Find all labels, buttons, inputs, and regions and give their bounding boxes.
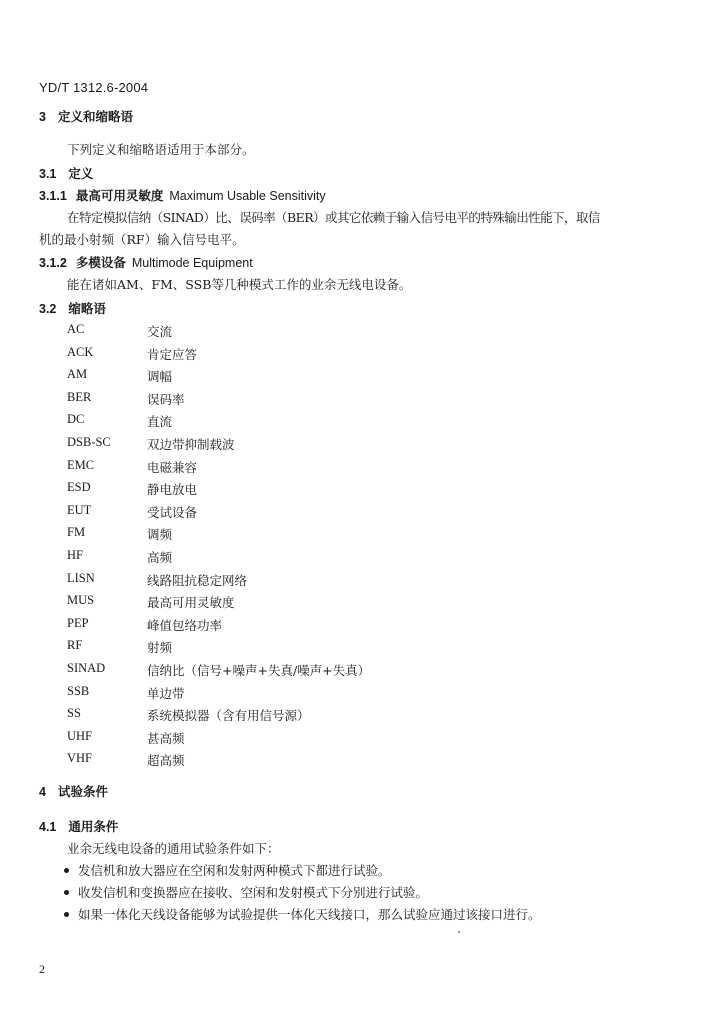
- abbreviation-definition: 射频: [147, 640, 173, 655]
- bullet-text: 如果一体化天线设备能够为试验提供一体化天线接口，那么试验应通过该接口进行。: [78, 907, 541, 922]
- abbreviation-term: ACK: [67, 345, 94, 359]
- scan-speck: [458, 931, 460, 933]
- abbreviation-definition: 系统模拟器（含有用信号源）: [147, 708, 310, 723]
- section-3-1-2-english: Multimode Equipment: [131, 256, 253, 270]
- abbreviation-definition: 直流: [147, 414, 173, 429]
- section-3-heading: [39, 107, 133, 125]
- bullet-dot-icon: [64, 912, 69, 917]
- section-3-intro: 下列定义和缩略语适用于本部分。: [67, 142, 255, 157]
- abbreviation-definition: 调频: [147, 527, 173, 542]
- section-4-1-heading: [39, 817, 118, 835]
- abbreviation-definition: 超高频: [147, 753, 185, 768]
- bullet-text: 收发信机和变换器应在接收、空闲和发射模式下分别进行试验。: [78, 885, 429, 900]
- bullet-dot-icon: [64, 890, 69, 895]
- abbreviation-definition: 受试设备: [147, 505, 198, 520]
- bullet-item-2: [64, 883, 428, 901]
- abbreviation-term: EUT: [67, 503, 92, 517]
- abbreviation-definition: 高频: [147, 550, 173, 565]
- section-3-1-2-number: 3.1.2: [39, 256, 67, 270]
- section-3-1-number: 3.1: [39, 167, 57, 181]
- abbreviation-definition: 误码率: [147, 392, 185, 407]
- abbreviation-definition: 最高可用灵敏度: [147, 595, 235, 610]
- section-4-heading: [39, 782, 108, 800]
- section-4-number: 4: [39, 785, 46, 799]
- abbreviation-term: DC: [67, 412, 85, 426]
- abbreviation-term: DSB-SC: [67, 435, 111, 449]
- abbreviation-term: AC: [67, 322, 85, 336]
- abbreviation-definition: 静电放电: [147, 482, 198, 497]
- abbreviation-definition: 甚高频: [147, 731, 185, 746]
- section-3-1-1-english: Maximum Usable Sensitivity: [169, 189, 326, 203]
- abbreviation-definition: 单边带: [147, 686, 185, 701]
- section-3-1-1-line-2: 机的最小射频（RF）输入信号电平。: [39, 232, 245, 247]
- section-3-2-heading: [39, 299, 106, 317]
- abbreviation-definition: 肯定应答: [147, 347, 198, 362]
- abbreviation-definition: 双边带抑制载波: [147, 437, 235, 452]
- bullet-text: 发信机和放大器应在空闲和发射两种模式下都进行试验。: [78, 863, 391, 878]
- section-3-1-title: 定义: [68, 166, 94, 181]
- abbreviation-definition: 线路阻抗稳定网络: [147, 573, 248, 588]
- abbreviation-term: BER: [67, 390, 92, 404]
- abbreviation-term: SSB: [67, 684, 90, 698]
- section-3-1-1-title: 最高可用灵敏度: [75, 188, 164, 203]
- bullet-dot-icon: [64, 868, 69, 873]
- document-header: YD/T 1312.6-2004: [39, 80, 149, 95]
- section-3-title: 定义和缩略语: [57, 109, 133, 124]
- abbreviation-term: ESD: [67, 480, 91, 494]
- abbreviation-term: EMC: [67, 458, 95, 472]
- section-3-1-heading: [39, 164, 93, 182]
- abbreviation-term: FM: [67, 525, 86, 539]
- abbreviation-term: PEP: [67, 616, 89, 630]
- abbreviation-definition: 峰值包络功率: [147, 618, 223, 633]
- abbreviation-term: SS: [67, 706, 81, 720]
- section-4-1-number: 4.1: [39, 820, 57, 834]
- section-3-1-1-line-1: 在特定模拟信纳（SINAD）比、误码率（BER）或其它依赖于输入信号电平的特殊输出性能下，取信: [67, 210, 600, 225]
- section-3-1-2-heading: [39, 253, 253, 271]
- bullet-item-3: [64, 905, 541, 923]
- section-3-1-1-heading: [39, 186, 326, 204]
- abbreviation-term: AM: [67, 367, 88, 381]
- section-3-2-title: 缩略语: [68, 301, 106, 316]
- section-3-number: 3: [39, 110, 46, 124]
- abbreviation-term: LISN: [67, 571, 95, 585]
- abbreviation-term: SINAD: [67, 661, 106, 675]
- abbreviation-term: RF: [67, 638, 83, 652]
- abbreviation-term: UHF: [67, 729, 93, 743]
- abbreviation-term: MUS: [67, 593, 95, 607]
- bullet-item-1: [64, 861, 391, 879]
- abbreviation-definition: 交流: [147, 324, 173, 339]
- section-3-2-number: 3.2: [39, 302, 57, 316]
- section-3-1-2-line-1: 能在诸如AM、FM、SSB等几种模式工作的业余无线电设备。: [67, 277, 412, 292]
- abbreviation-definition: 调幅: [147, 369, 173, 384]
- section-3-1-2-title: 多模设备: [75, 255, 126, 270]
- section-4-1-intro: 业余无线电设备的通用试验条件如下：: [67, 841, 280, 856]
- abbreviation-definition: 信纳比（信号+噪声+失真/噪声+失真）: [147, 663, 371, 678]
- abbreviation-definition: 电磁兼容: [147, 460, 198, 475]
- section-4-1-title: 通用条件: [68, 819, 119, 834]
- abbreviation-term: HF: [67, 548, 83, 562]
- page-number: 2: [39, 962, 45, 976]
- section-4-title: 试验条件: [57, 784, 108, 799]
- abbreviation-term: VHF: [67, 751, 93, 765]
- section-3-1-1-number: 3.1.1: [39, 189, 67, 203]
